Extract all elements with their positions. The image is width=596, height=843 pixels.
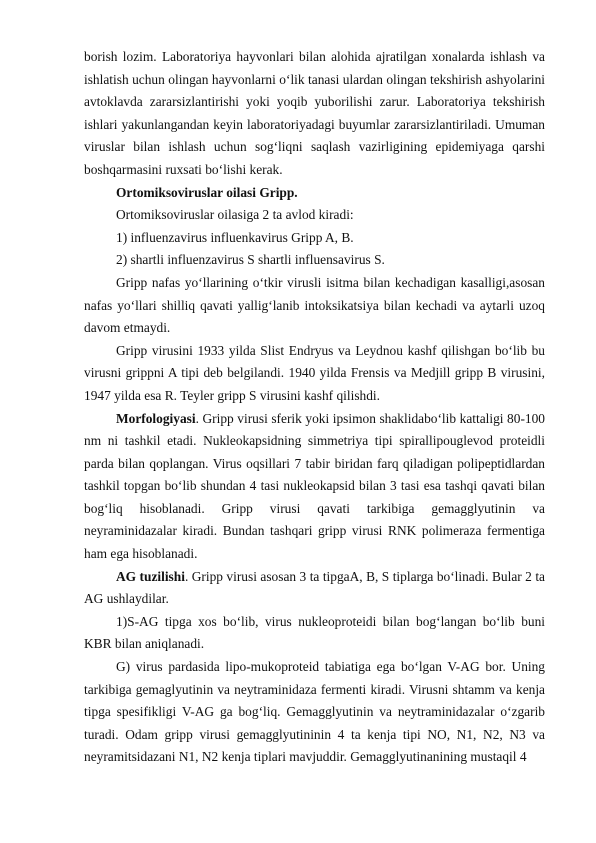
paragraph-text: Ortomiksoviruslar oilasiga 2 ta avlod kiradi: (116, 207, 354, 223)
paragraph-s-ag (84, 611, 545, 656)
paragraph-text: . Gripp virusi asosan 3 ta tipgaA, B, S tiplarga bo‘linadi. Bular 2 ta AG ushlaydilar. (84, 568, 545, 607)
paragraph-text: G) virus pardasida lipo-mukoproteid tabiatiga ega bo‘lgan V-AG bor. Uning tarkibiga gemaglyutinin va neytraminidaza fermenti kiradi. Virusni shtamm va kenja tipga spesifikligi V-AG ga bog‘liq. Gemagglyutinin va neytraminidazalar o‘zgarib turadi. Odam gripp virusi gemagglyutininin 4 ta kenja tipi NO, N1, N2, N3 va neyramitsidazani N1, N2 kenja tiplari mavjuddir. Gemagglyutinanining mustaqil 4 (84, 659, 545, 765)
paragraph-flu-discovery (84, 340, 545, 408)
heading-text: Ortomiksoviruslar oilasi Gripp. (116, 184, 298, 200)
paragraph-text: Gripp virusini 1933 yilda Slist Endryus va Leydnou kashf qilishgan bo‘lib bu virusni grippni A tipi deb belgilandi. 1940 yilda Frensis va Medjill gripp B virusini, 1947 yilda esa R. Teyler gripp S virusini kashf qilishdi. (84, 342, 545, 403)
inline-heading: Morfologiyasi (116, 410, 196, 426)
paragraph-text: . Gripp virusi sferik yoki ipsimon shaklidabo‘lib kattaligi 80-100 nm ni tashkil etadi. Nukleokapsidning simmetriya tipi spirallipouglevod proteidli parda bilan qoplangan. Virus oqsillari 7 tabir biridan farq qiladigan polipeptidlardan tashkil topgan bo‘lib shundan 4 tasi nukleokapsid bilan 3 tasi esa tashqi qavati bilan bog‘liq hisoblanadi. Gripp virusi qavati tarkibiga gemagglyutinin va neyraminidazalar kiradi. Bundan tashqari gripp virusi RNK polimeraza fermentiga ham ega hisoblanadi. (84, 410, 545, 562)
paragraph-flu-definition (84, 272, 545, 340)
list-item-text: 2) shartli influenzavirus S shartli influensavirus S. (116, 252, 385, 268)
list-item-text: 1) influenzavirus influenkavirus Gripp A, B. (116, 229, 354, 245)
inline-heading: AG tuzilishi (116, 568, 185, 584)
paragraph-text: borish lozim. Laboratoriya hayvonlari bilan alohida ajratilgan xonalarda ishlash va ishlatish uchun olingan hayvonlarni o‘lik tanasi ulardan olingan tekshirish ashyolarini avtoklavda zararsizlantirishi yoki yoqib yuborilishi zarur. Laboratoriya tekshirish ishlari yakunlangandan keyin laboratoriyadagi buyumlar zararsizlantiriladi. Umuman viruslar bilan ishlash uchun sog‘liqni saqlash vazirligining epidemiyaga qarshi boshqarmasini ruxsati bo‘lishi kerak. (84, 49, 545, 177)
list-item-genus-2 (84, 249, 545, 272)
list-item-genus-1 (84, 227, 545, 250)
paragraph-morphology (84, 408, 545, 566)
paragraph-v-ag (84, 656, 545, 769)
paragraph-ag-structure (84, 566, 545, 611)
paragraph-genera-intro (84, 204, 545, 227)
paragraph-lab-safety (84, 46, 545, 182)
section-heading-orthomyxoviruses (84, 182, 545, 205)
paragraph-text: 1)S-AG tipga xos bo‘lib, virus nukleoproteidi bilan bog‘langan bo‘lib buni KBR bilan aniqlanadi. (84, 613, 545, 652)
paragraph-text: Gripp nafas yo‘llarining o‘tkir virusli isitma bilan kechadigan kasalligi,asosan nafas yo‘llari shilliq qavati yallig‘lanib intoksikatsiya bilan kechadi va aytarli uzoq davom etmaydi. (84, 274, 545, 336)
